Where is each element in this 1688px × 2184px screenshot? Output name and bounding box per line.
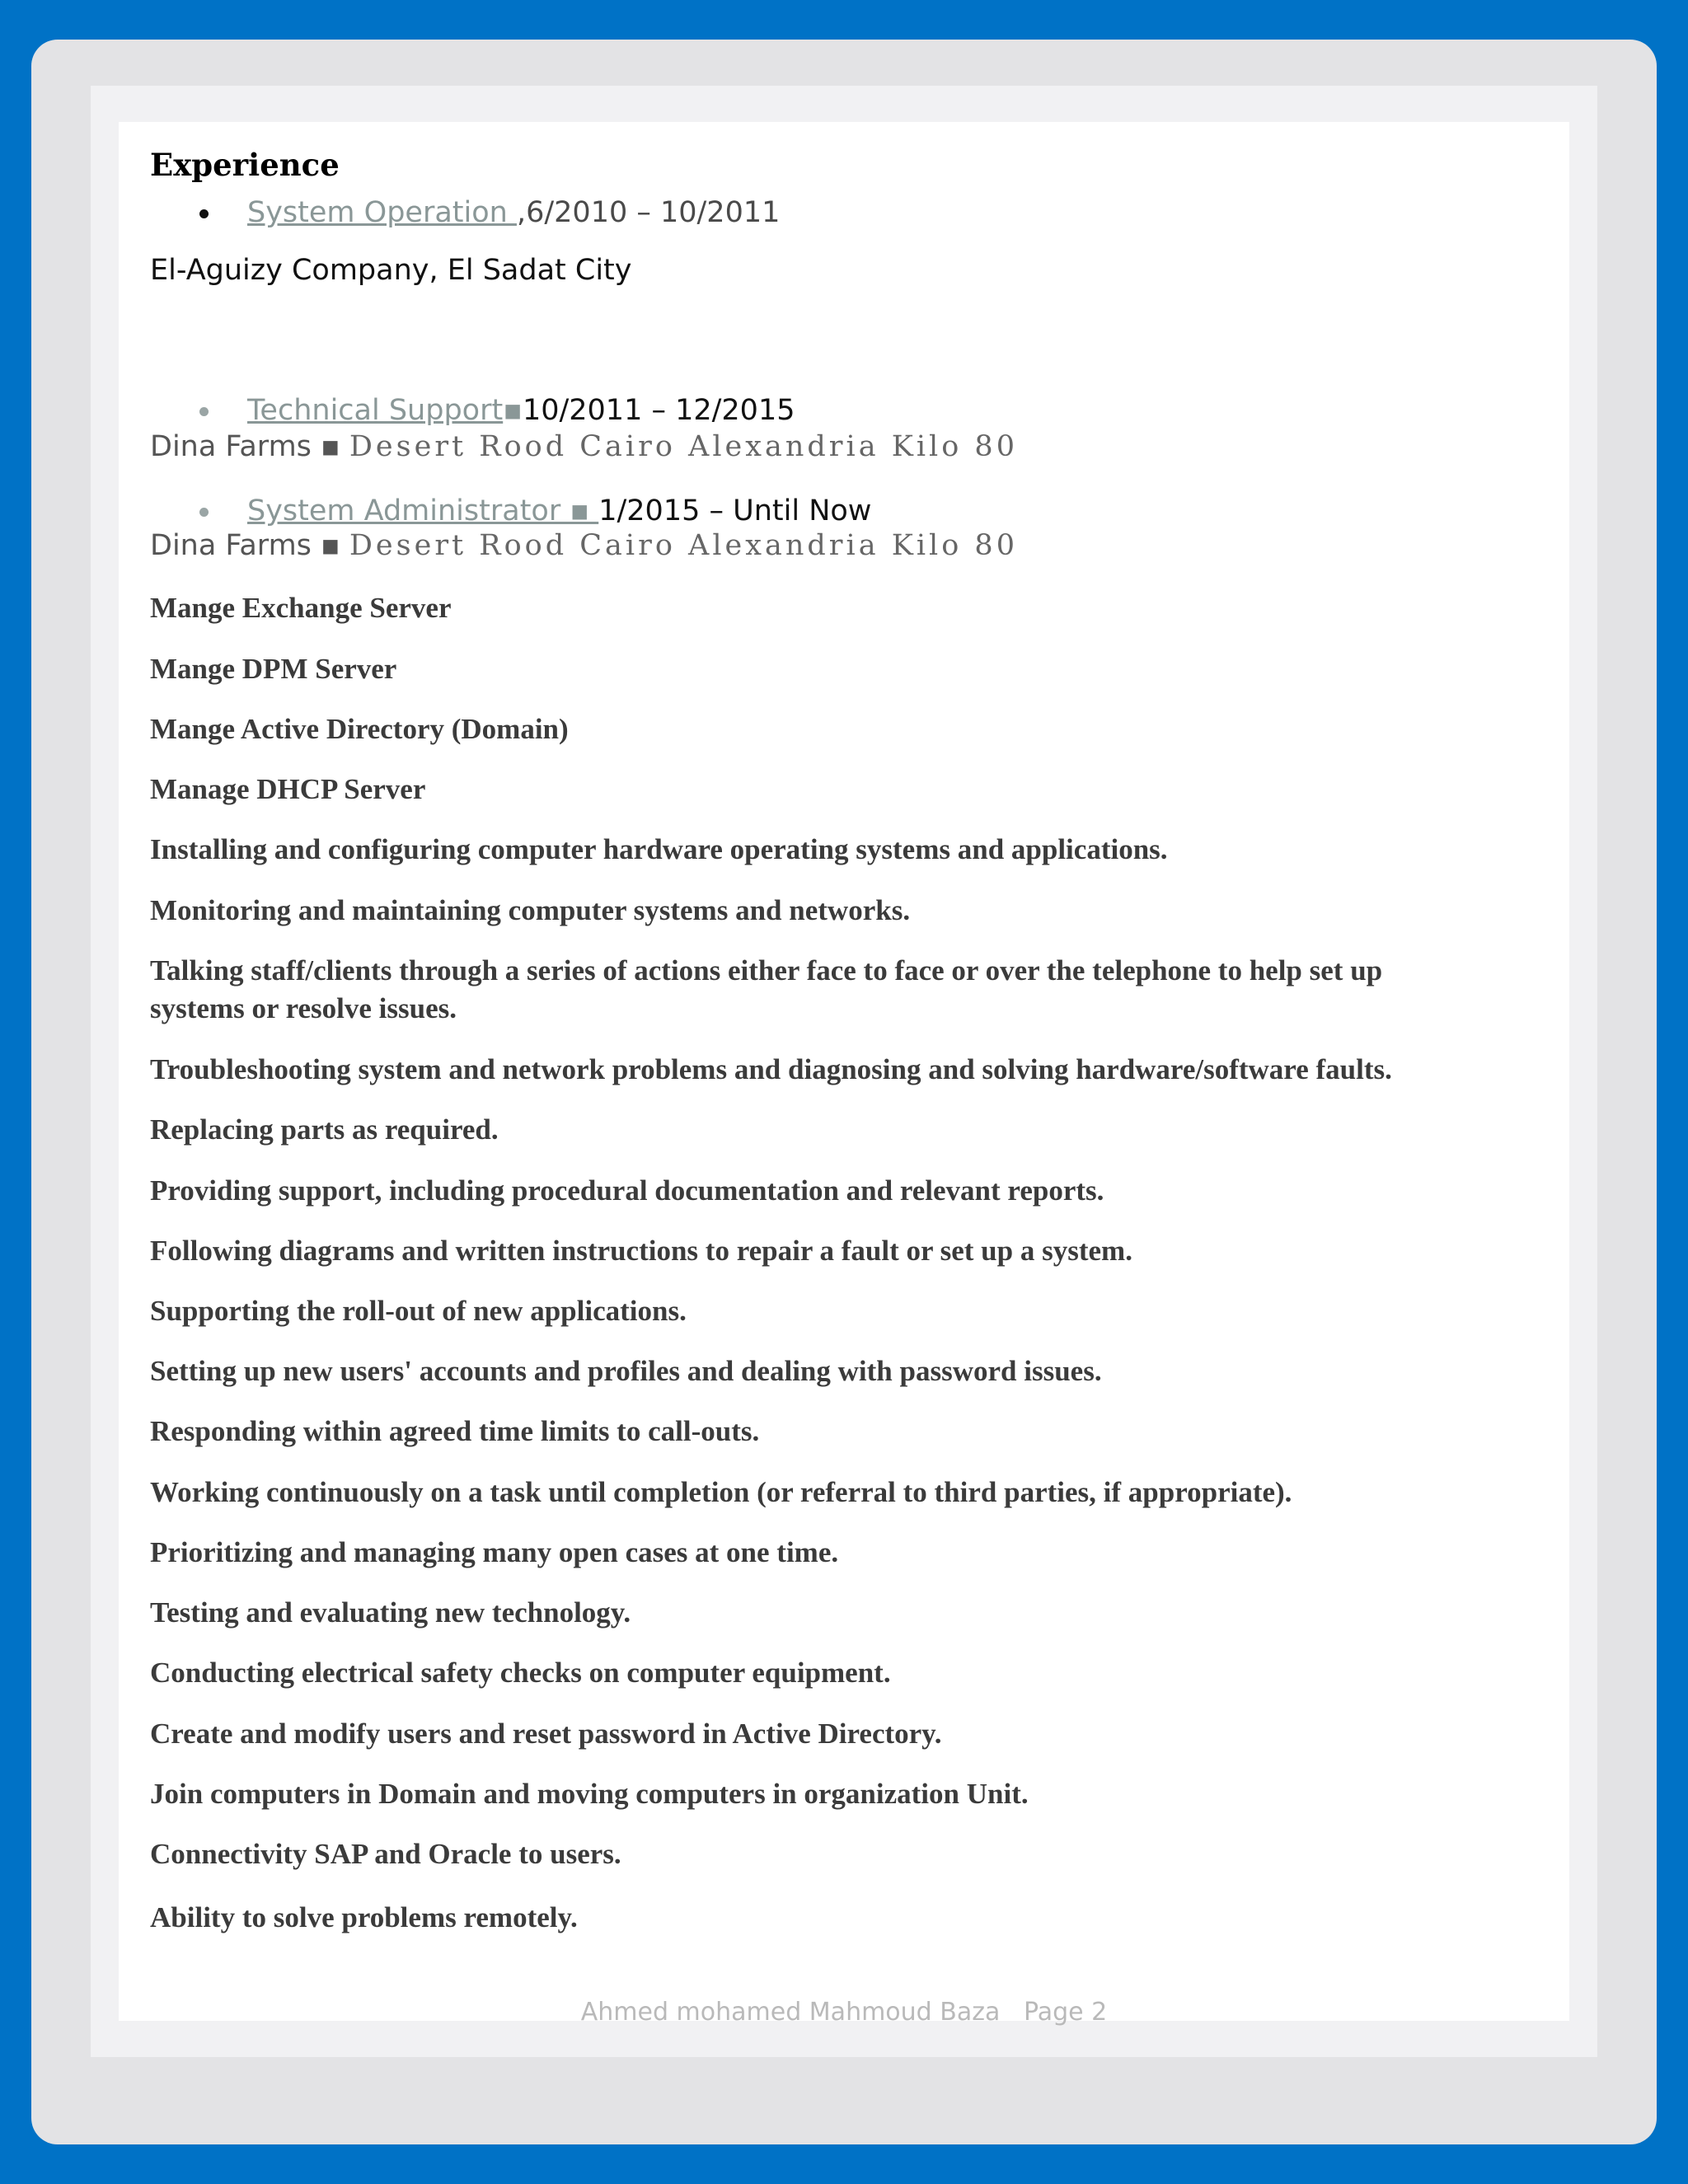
duty-item: Ability to solve problems remotely. bbox=[150, 1901, 578, 1933]
bullet-icon bbox=[199, 508, 209, 517]
duty-item: Replacing parts as required. bbox=[150, 1113, 499, 1146]
company-name-2: Dina Farms ▪ bbox=[150, 430, 349, 463]
duty-item: Troubleshooting system and network problems and diagnosing and solving hardware/software faults. bbox=[150, 1053, 1392, 1085]
company-name-3: Dina Farms ▪ bbox=[150, 529, 349, 562]
duty-item: Mange Active Directory (Domain) bbox=[150, 713, 569, 745]
duty-item: Working continuously on a task until completion (or referral to third parties, if appropriate). bbox=[150, 1476, 1292, 1508]
footer-page-number: Page 2 bbox=[1023, 1998, 1108, 2027]
duty-item: Prioritizing and managing many open cases at one time. bbox=[150, 1536, 839, 1568]
footer-author: Ahmed mohamed Mahmoud Baza bbox=[580, 1998, 1001, 2027]
duty-item: Talking staff/clients through a series of actions either face to face or over the telephone to help set up systems or resolve issues. bbox=[150, 954, 1383, 1024]
duty-item: Mange Exchange Server bbox=[150, 592, 452, 624]
duty-item: Setting up new users' accounts and profiles and dealing with password issues. bbox=[150, 1355, 1102, 1387]
section-heading-experience: Experience bbox=[150, 147, 340, 183]
job-title-link-1[interactable]: System Operation ,6/2010 – 10/2011 bbox=[247, 196, 781, 229]
job-company-2 bbox=[150, 430, 1018, 463]
duty-item: Testing and evaluating new technology. bbox=[150, 1596, 631, 1629]
company-address-2: Desert Rood Cairo Alexandria Kilo 80 bbox=[349, 430, 1018, 463]
duty-item: Conducting electrical safety checks on computer equipment. bbox=[150, 1657, 891, 1689]
duty-item: Installing and configuring computer hardware operating systems and applications. bbox=[150, 833, 1168, 865]
duty-item: Mange DPM Server bbox=[150, 653, 397, 685]
job-company-3 bbox=[150, 529, 1018, 562]
duty-item: Manage DHCP Server bbox=[150, 773, 426, 805]
job-separator-1: , bbox=[516, 196, 527, 229]
page-footer bbox=[0, 1998, 1688, 2027]
job-separator-2: ▪ bbox=[503, 394, 523, 427]
duty-item: Join computers in Domain and moving computers in organization Unit. bbox=[150, 1778, 1029, 1810]
duty-item: Monitoring and maintaining computer systems and networks. bbox=[150, 894, 911, 926]
job-dates-3: 1/2015 – Until Now bbox=[598, 494, 872, 527]
job-dates-2: 10/2011 – 12/2015 bbox=[522, 394, 795, 427]
bullet-icon bbox=[199, 209, 209, 218]
job-title-link-2[interactable]: Technical Support▪10/2011 – 12/2015 bbox=[247, 394, 795, 427]
job-dates-1: 6/2010 – 10/2011 bbox=[526, 196, 781, 229]
company-address-3: Desert Rood Cairo Alexandria Kilo 80 bbox=[349, 529, 1018, 562]
duty-item: Supporting the roll-out of new applications. bbox=[150, 1295, 687, 1327]
duty-item: Responding within agreed time limits to call-outs. bbox=[150, 1415, 760, 1447]
duty-item: Connectivity SAP and Oracle to users. bbox=[150, 1838, 621, 1870]
job-company-1 bbox=[150, 254, 631, 287]
duty-item: Following diagrams and written instructions to repair a fault or set up a system. bbox=[150, 1235, 1132, 1267]
job-title-link-3[interactable]: System Administrator ▪ 1/2015 – Until Now bbox=[247, 494, 872, 527]
duty-item: Create and modify users and reset password in Active Directory. bbox=[150, 1718, 942, 1750]
company-name-1: El-Aguizy Company, El Sadat City bbox=[150, 254, 632, 287]
duty-item: Providing support, including procedural documentation and relevant reports. bbox=[150, 1174, 1104, 1207]
bullet-icon bbox=[199, 407, 209, 416]
